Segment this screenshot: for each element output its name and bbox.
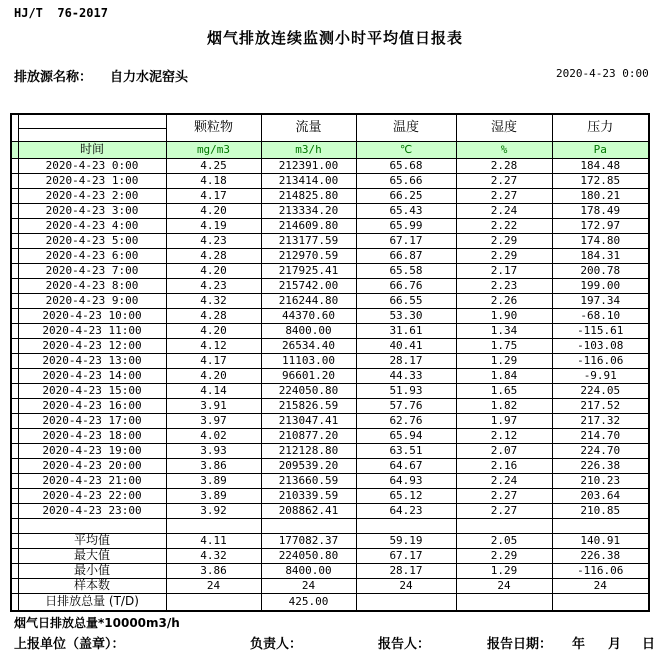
summary-value-cell: 3.86 [166, 563, 261, 578]
summary-row [11, 548, 649, 563]
table-row [11, 203, 649, 218]
summary-label: 最大值 [18, 548, 166, 563]
value-cell: 64.93 [356, 473, 456, 488]
time-cell: 2020-4-23 11:00 [18, 323, 166, 338]
value-cell: -103.08 [552, 338, 649, 353]
value-cell: 2.12 [456, 428, 552, 443]
column-header-humidity: 湿度 [456, 114, 552, 141]
summary-value-cell: 28.17 [356, 563, 456, 578]
value-cell: 4.17 [166, 188, 261, 203]
value-cell: 213414.00 [261, 173, 356, 188]
spacer-cell [11, 114, 18, 141]
spacer-cell [11, 473, 18, 488]
value-cell: 3.89 [166, 488, 261, 503]
summary-value-cell: 2.05 [456, 533, 552, 548]
time-cell: 2020-4-23 10:00 [18, 308, 166, 323]
report-datetime: 2020-4-23 0:00 [556, 67, 649, 80]
value-cell: 3.86 [166, 458, 261, 473]
summary-value-cell: 59.19 [356, 533, 456, 548]
value-cell: 212391.00 [261, 158, 356, 173]
table-row [11, 263, 649, 278]
value-cell: 11103.00 [261, 353, 356, 368]
spacer-cell [11, 518, 18, 533]
table-row [11, 458, 649, 473]
time-cell: 2020-4-23 21:00 [18, 473, 166, 488]
value-cell: 1.75 [456, 338, 552, 353]
value-cell: 63.51 [356, 443, 456, 458]
value-cell: 208862.41 [261, 503, 356, 518]
table-row [11, 353, 649, 368]
value-cell: 217925.41 [261, 263, 356, 278]
spacer-cell [11, 413, 18, 428]
value-cell: 200.78 [552, 263, 649, 278]
value-cell: 3.93 [166, 443, 261, 458]
table-row [11, 188, 649, 203]
value-cell: 26534.40 [261, 338, 356, 353]
spacer-cell [11, 158, 18, 173]
value-cell: 4.20 [166, 263, 261, 278]
value-cell: 31.61 [356, 323, 456, 338]
time-cell: 2020-4-23 23:00 [18, 503, 166, 518]
value-cell: 2.23 [456, 278, 552, 293]
time-cell: 2020-4-23 12:00 [18, 338, 166, 353]
spacer-cell [11, 173, 18, 188]
summary-value-cell: 4.11 [166, 533, 261, 548]
summary-value-cell: 4.32 [166, 548, 261, 563]
value-cell: 2.07 [456, 443, 552, 458]
summary-rows [11, 533, 649, 611]
value-cell: 174.80 [552, 233, 649, 248]
value-cell: 2.17 [456, 263, 552, 278]
value-cell: 96601.20 [261, 368, 356, 383]
value-cell: 172.97 [552, 218, 649, 233]
value-cell: 1.34 [456, 323, 552, 338]
spacer-cell [11, 548, 18, 563]
spacer-cell [11, 338, 18, 353]
month-label: 月 [608, 637, 622, 652]
value-cell: 217.32 [552, 413, 649, 428]
summary-value-cell: 24 [261, 578, 356, 593]
table-row [11, 173, 649, 188]
summary-row [11, 533, 649, 548]
value-cell: 215742.00 [261, 278, 356, 293]
value-cell: 65.99 [356, 218, 456, 233]
value-cell: 2.16 [456, 458, 552, 473]
table-row [11, 473, 649, 488]
value-cell: 180.21 [552, 188, 649, 203]
value-cell: 4.28 [166, 248, 261, 263]
value-cell: 224.70 [552, 443, 649, 458]
table-row [11, 503, 649, 518]
value-cell: 212970.59 [261, 248, 356, 263]
spacer-cell [11, 218, 18, 233]
value-cell: 67.17 [356, 233, 456, 248]
value-cell: 172.85 [552, 173, 649, 188]
time-header-cell [18, 114, 166, 141]
time-cell: 2020-4-23 7:00 [18, 263, 166, 278]
value-cell: 210.23 [552, 473, 649, 488]
spacer-cell [11, 203, 18, 218]
value-cell: 2.27 [456, 173, 552, 188]
report-title: 烟气排放连续监测小时平均值日报表 [206, 29, 463, 47]
spacer-cell [11, 533, 18, 548]
value-cell: 226.38 [552, 458, 649, 473]
table-row [11, 443, 649, 458]
table-row [11, 293, 649, 308]
report-date-label: 报告日期： [487, 637, 553, 652]
value-cell: 2.29 [456, 248, 552, 263]
empty-cell [261, 518, 356, 533]
spacer-cell [11, 353, 18, 368]
time-cell: 2020-4-23 14:00 [18, 368, 166, 383]
value-cell: 4.23 [166, 278, 261, 293]
value-cell: 44370.60 [261, 308, 356, 323]
value-cell: -115.61 [552, 323, 649, 338]
reporter-label: 报告人： [378, 637, 431, 652]
summary-label: 最小值 [18, 563, 166, 578]
value-cell: 2.27 [456, 503, 552, 518]
summary-value-cell [552, 593, 649, 611]
value-cell: 2.24 [456, 473, 552, 488]
summary-value-cell: 8400.00 [261, 563, 356, 578]
spacer-cell [11, 308, 18, 323]
value-cell: 210877.20 [261, 428, 356, 443]
summary-label: 平均值 [18, 533, 166, 548]
value-cell: 4.14 [166, 383, 261, 398]
separator-row [11, 518, 649, 533]
value-cell: 4.23 [166, 233, 261, 248]
value-cell: 213660.59 [261, 473, 356, 488]
value-cell: 66.25 [356, 188, 456, 203]
column-header-temp: 温度 [356, 114, 456, 141]
spacer-cell [11, 428, 18, 443]
value-cell: 65.43 [356, 203, 456, 218]
value-cell: 4.28 [166, 308, 261, 323]
empty-cell [166, 518, 261, 533]
value-cell: 28.17 [356, 353, 456, 368]
column-header-pm: 颗粒物 [166, 114, 261, 141]
source-name: 自力水泥窑头 [110, 70, 189, 85]
value-cell: 213047.41 [261, 413, 356, 428]
time-cell: 2020-4-23 5:00 [18, 233, 166, 248]
time-cell: 2020-4-23 19:00 [18, 443, 166, 458]
value-cell: 66.55 [356, 293, 456, 308]
value-cell: 65.66 [356, 173, 456, 188]
value-cell: 2.29 [456, 233, 552, 248]
value-cell: 4.17 [166, 353, 261, 368]
value-cell: 216244.80 [261, 293, 356, 308]
summary-value-cell: 224050.80 [261, 548, 356, 563]
table-row [11, 428, 649, 443]
value-cell: 2.22 [456, 218, 552, 233]
empty-cell [552, 518, 649, 533]
header-row [11, 114, 649, 141]
table-row [11, 278, 649, 293]
summary-value-cell: 140.91 [552, 533, 649, 548]
spacer-cell [11, 443, 18, 458]
total-emission-note: 烟气日排放总量*10000m3/h [14, 616, 180, 630]
table-row [11, 248, 649, 263]
summary-row [11, 593, 649, 611]
table-row [11, 338, 649, 353]
empty-cell [18, 518, 166, 533]
value-cell: 66.76 [356, 278, 456, 293]
spacer-cell [11, 593, 18, 611]
day-label: 日 [642, 637, 656, 652]
summary-label: 日排放总量 (T/D) [18, 593, 166, 611]
table-row [11, 233, 649, 248]
table-row [11, 383, 649, 398]
value-cell: 65.58 [356, 263, 456, 278]
time-cell: 2020-4-23 8:00 [18, 278, 166, 293]
time-cell: 2020-4-23 1:00 [18, 173, 166, 188]
unit-pm: mg/m3 [166, 141, 261, 158]
data-rows [11, 158, 649, 518]
table-row [11, 488, 649, 503]
value-cell: 178.49 [552, 203, 649, 218]
value-cell: 215826.59 [261, 398, 356, 413]
summary-value-cell: 425.00 [261, 593, 356, 611]
value-cell: 2.24 [456, 203, 552, 218]
empty-cell [456, 518, 552, 533]
time-cell: 2020-4-23 17:00 [18, 413, 166, 428]
value-cell: -68.10 [552, 308, 649, 323]
time-cell: 2020-4-23 6:00 [18, 248, 166, 263]
value-cell: 184.48 [552, 158, 649, 173]
separator-section [11, 518, 649, 533]
value-cell: 66.87 [356, 248, 456, 263]
table-row [11, 323, 649, 338]
value-cell: 1.90 [456, 308, 552, 323]
value-cell: 1.65 [456, 383, 552, 398]
spacer-cell [11, 578, 18, 593]
summary-label: 样本数 [18, 578, 166, 593]
time-cell: 2020-4-23 18:00 [18, 428, 166, 443]
value-cell: 2.27 [456, 488, 552, 503]
value-cell: 4.20 [166, 203, 261, 218]
summary-row [11, 563, 649, 578]
spacer-cell [11, 323, 18, 338]
table-row [11, 218, 649, 233]
spacer-cell [11, 278, 18, 293]
spacer-cell [11, 188, 18, 203]
value-cell: 2.28 [456, 158, 552, 173]
table-row [11, 158, 649, 173]
value-cell: 4.12 [166, 338, 261, 353]
summary-value-cell: 24 [456, 578, 552, 593]
column-header-flow: 流量 [261, 114, 356, 141]
value-cell: 213177.59 [261, 233, 356, 248]
unit-humidity: % [456, 141, 552, 158]
value-cell: 65.12 [356, 488, 456, 503]
value-cell: 8400.00 [261, 323, 356, 338]
value-cell: 4.32 [166, 293, 261, 308]
value-cell: 57.76 [356, 398, 456, 413]
spacer-cell [11, 368, 18, 383]
summary-value-cell: 24 [552, 578, 649, 593]
summary-value-cell [356, 593, 456, 611]
units-row [11, 141, 649, 158]
table-row [11, 308, 649, 323]
value-cell: 213334.20 [261, 203, 356, 218]
value-cell: 212128.80 [261, 443, 356, 458]
value-cell: 224.05 [552, 383, 649, 398]
value-cell: 1.84 [456, 368, 552, 383]
spacer-cell [11, 248, 18, 263]
value-cell: 3.89 [166, 473, 261, 488]
report-unit-label: 上报单位（盖章）： [14, 637, 125, 652]
unit-pressure: Pa [552, 141, 649, 158]
time-cell: 2020-4-23 4:00 [18, 218, 166, 233]
summary-value-cell: 24 [356, 578, 456, 593]
value-cell: 53.30 [356, 308, 456, 323]
time-cell: 2020-4-23 22:00 [18, 488, 166, 503]
value-cell: 1.29 [456, 353, 552, 368]
value-cell: 210339.59 [261, 488, 356, 503]
time-cell: 2020-4-23 3:00 [18, 203, 166, 218]
spacer-cell [11, 458, 18, 473]
spacer-cell [11, 293, 18, 308]
value-cell: 4.25 [166, 158, 261, 173]
value-cell: 65.94 [356, 428, 456, 443]
value-cell: 4.20 [166, 323, 261, 338]
value-cell: 209539.20 [261, 458, 356, 473]
summary-value-cell: -116.06 [552, 563, 649, 578]
time-cell: 2020-4-23 13:00 [18, 353, 166, 368]
value-cell: 214825.80 [261, 188, 356, 203]
spacer-cell [11, 141, 18, 158]
value-cell: 224050.80 [261, 383, 356, 398]
unit-flow: m3/h [261, 141, 356, 158]
value-cell: 4.19 [166, 218, 261, 233]
value-cell: 4.02 [166, 428, 261, 443]
value-cell: 2.27 [456, 188, 552, 203]
time-cell: 2020-4-23 0:00 [18, 158, 166, 173]
summary-value-cell: 177082.37 [261, 533, 356, 548]
value-cell: 64.23 [356, 503, 456, 518]
spacer-cell [11, 398, 18, 413]
responsible-label: 负责人： [250, 637, 303, 652]
split-line [19, 128, 166, 129]
empty-cell [356, 518, 456, 533]
time-cell: 2020-4-23 15:00 [18, 383, 166, 398]
spacer-cell [11, 563, 18, 578]
value-cell: 214.70 [552, 428, 649, 443]
value-cell: 1.97 [456, 413, 552, 428]
value-cell: 65.68 [356, 158, 456, 173]
value-cell: 62.76 [356, 413, 456, 428]
table-row [11, 368, 649, 383]
spacer-cell [11, 503, 18, 518]
summary-value-cell [456, 593, 552, 611]
summary-value-cell: 226.38 [552, 548, 649, 563]
value-cell: -9.91 [552, 368, 649, 383]
time-cell: 2020-4-23 2:00 [18, 188, 166, 203]
value-cell: 197.34 [552, 293, 649, 308]
value-cell: 3.97 [166, 413, 261, 428]
summary-value-cell: 24 [166, 578, 261, 593]
value-cell: 3.92 [166, 503, 261, 518]
value-cell: 1.82 [456, 398, 552, 413]
table-row [11, 413, 649, 428]
value-cell: 51.93 [356, 383, 456, 398]
value-cell: 203.64 [552, 488, 649, 503]
summary-value-cell: 1.29 [456, 563, 552, 578]
column-header-pressure: 压力 [552, 114, 649, 141]
spacer-cell [11, 488, 18, 503]
summary-row [11, 578, 649, 593]
value-cell: 184.31 [552, 248, 649, 263]
value-cell: 64.67 [356, 458, 456, 473]
summary-value-cell: 67.17 [356, 548, 456, 563]
unit-temp: ℃ [356, 141, 456, 158]
spacer-cell [11, 233, 18, 248]
table-row [11, 398, 649, 413]
table-head [11, 114, 649, 158]
value-cell: 4.20 [166, 368, 261, 383]
value-cell: -116.06 [552, 353, 649, 368]
source-label: 排放源名称： [14, 70, 93, 85]
spacer-cell [11, 383, 18, 398]
spacer-cell [11, 263, 18, 278]
value-cell: 2.26 [456, 293, 552, 308]
time-cell: 2020-4-23 16:00 [18, 398, 166, 413]
time-label: 时间 [18, 141, 166, 158]
time-cell: 2020-4-23 20:00 [18, 458, 166, 473]
summary-value-cell [166, 593, 261, 611]
value-cell: 217.52 [552, 398, 649, 413]
value-cell: 199.00 [552, 278, 649, 293]
value-cell: 44.33 [356, 368, 456, 383]
value-cell: 40.41 [356, 338, 456, 353]
source-row [14, 66, 188, 85]
monitoring-table [10, 113, 650, 612]
value-cell: 4.18 [166, 173, 261, 188]
value-cell: 3.91 [166, 398, 261, 413]
value-cell: 210.85 [552, 503, 649, 518]
summary-value-cell: 2.29 [456, 548, 552, 563]
time-cell: 2020-4-23 9:00 [18, 293, 166, 308]
year-label: 年 [572, 637, 586, 652]
standard-number: HJ/T 76-2017 [14, 6, 108, 20]
value-cell: 214609.80 [261, 218, 356, 233]
